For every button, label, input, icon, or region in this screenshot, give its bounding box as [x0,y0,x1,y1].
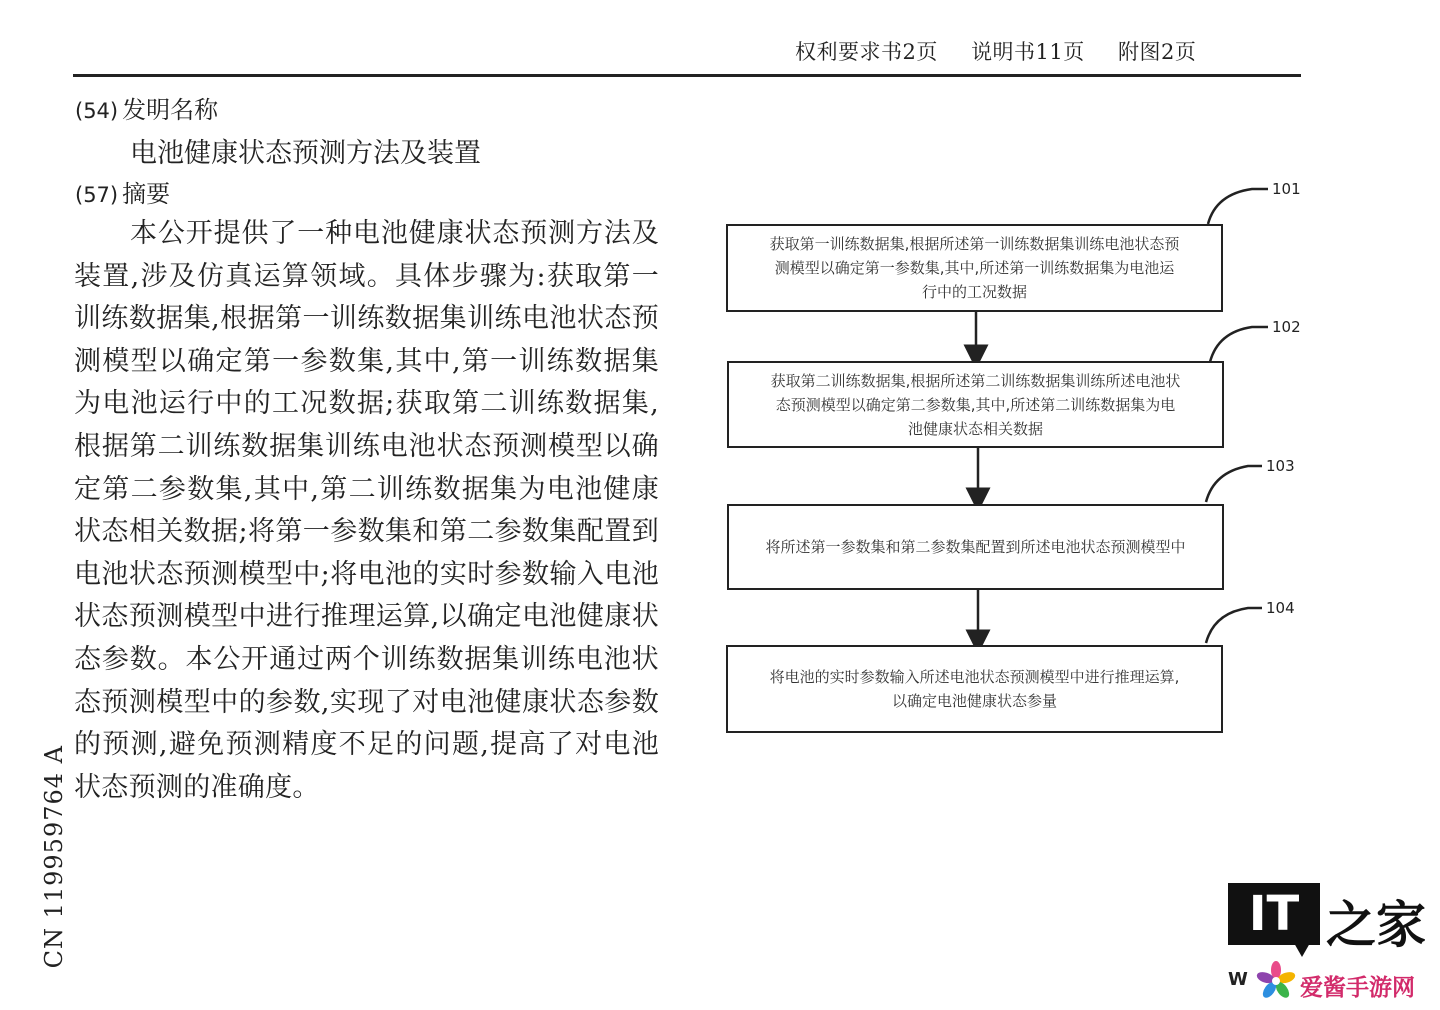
step-101-line: 行中的工况数据 [921,283,1027,301]
watermark-logo [1228,883,1428,1003]
ref-101: 101 [1272,180,1301,198]
title-section-text: 发明名称 [122,96,219,124]
step-103-line: 将所述第一参数集和第二参数集配置到所述电池状态预测模型中 [765,538,1186,556]
publication-number-text: CN 119959764 A [40,745,68,969]
title-section-label [75,90,218,125]
ref-104: 104 [1266,599,1295,617]
flow-step-101 [726,224,1223,312]
logo-w-text: W [1228,969,1248,990]
step-104-line: 将电池的实时参数输入所述电池状态预测模型中进行推理运算, [769,668,1180,686]
ref-103: 103 [1266,457,1295,475]
flow-step-102 [727,361,1224,448]
abstract-section-label [75,174,170,209]
leader-101 [1208,189,1268,224]
page-count-header [795,36,1222,66]
step-101-line: 测模型以确定第一参数集,其中,所述第一训练数据集为电池运 [774,259,1175,277]
step-102-line: 池健康状态相关数据 [907,419,1043,438]
flow-step-104 [726,645,1223,733]
step-101-line: 获取第一训练数据集,根据所述第一训练数据集训练电池状态预 [769,235,1180,253]
step-102-line: 态预测模型以确定第二参数集,其中,所述第二训练数据集为电 [775,395,1176,414]
invention-title: 电池健康状态预测方法及装置 [130,138,481,169]
abstract-text: 本公开提供了一种电池健康状态预测方法及装置,涉及仿真运算领域。具体步骤为:获取第一训练数据集,根据第一训练数据集训练电池状态预测模型以确定第一参数集,其中,第一训练数据集为电池运行中的工况数据;获取第二训练数据集,根据第二训练数据集训练电池状态预测模型以确定第二参数集,其中,第二训练数据集为电池健康状态相关数据;将第一参数集和第二参数集配置到电池状态预测模型中;将电池的实时参数输入电池状态预测模型中进行推理运算,以确定电池健康状态参数。本公开通过两个训练数据集训练电池状态预测模型中的参数,实现了对电池健康状态参数的预测,避免预测精度不足的问题,提高了对电池状态预测的准确度。 [74,218,659,803]
abstract-section-text: 摘要 [122,180,171,208]
logo-it-block: IT [1228,883,1320,945]
claims-pages: 权利要求书2页 [795,40,938,64]
flower-icon [1256,961,1296,1001]
title-section-number: (54) [75,99,119,123]
abstract-section-number: (57) [75,183,119,207]
leader-104 [1206,608,1262,643]
header-rule [73,74,1301,77]
publication-number [40,745,70,969]
leader-102 [1210,327,1268,362]
leader-103 [1206,466,1262,502]
figures-pages: 附图2页 [1117,40,1197,64]
logo-site-text: 爱酱手游网 [1300,975,1415,1001]
ref-102: 102 [1272,318,1301,336]
step-104-line: 以确定电池健康状态参量 [891,692,1057,710]
logo-home-text: 之家 [1326,896,1426,954]
step-102-line: 获取第二训练数据集,根据所述第二训练数据集训练所述电池状 [770,371,1181,390]
logo-speech-tail-icon [1294,943,1310,957]
flow-step-103 [727,504,1224,590]
description-pages: 说明书11页 [971,40,1085,64]
